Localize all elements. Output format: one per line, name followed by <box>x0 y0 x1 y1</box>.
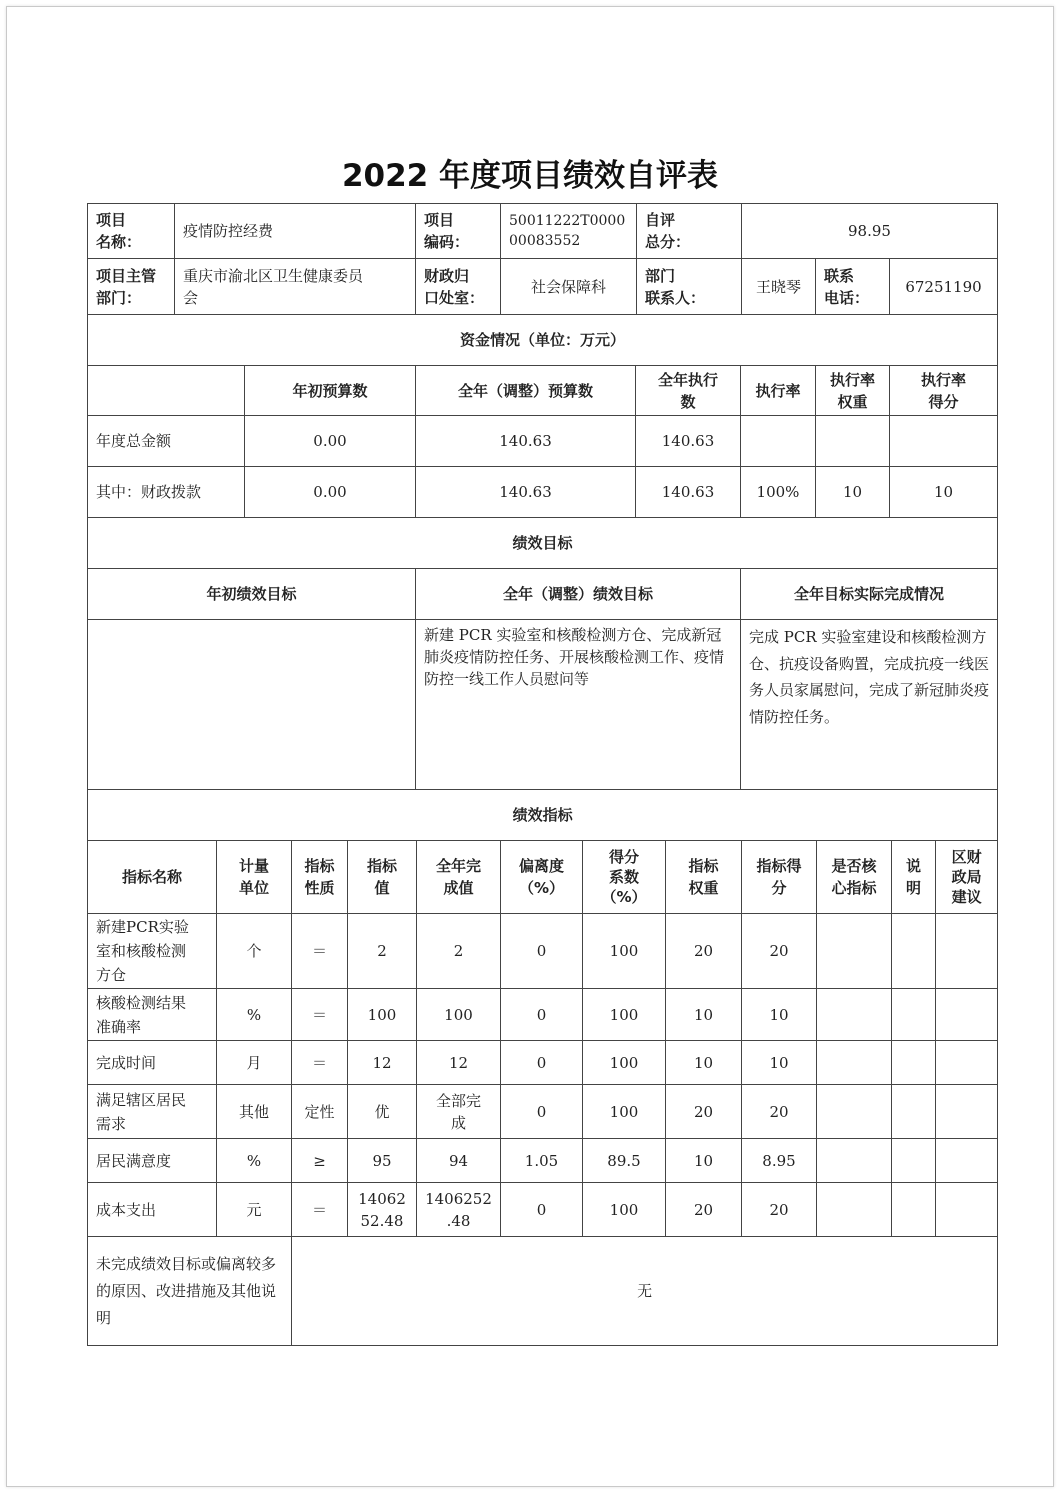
indicator-nature: ＝ <box>292 989 348 1041</box>
col-header: 指标 值 <box>348 841 417 914</box>
indicators-header-row <box>88 841 998 914</box>
indicator-deviation: 1.05 <box>501 1139 583 1183</box>
funds-budget: 0.00 <box>245 467 416 518</box>
indicator-weight: 20 <box>666 1085 742 1139</box>
funds-rate: 100% <box>741 467 816 518</box>
indicator-name: 居民满意度 <box>88 1139 217 1183</box>
indicator-note <box>892 989 936 1041</box>
indicator-actual: 1406252 .48 <box>417 1183 501 1237</box>
indicators-section-title: 绩效指标 <box>88 790 998 841</box>
funds-executed: 140.63 <box>636 416 741 467</box>
indicator-unit: 个 <box>217 914 292 989</box>
indicator-deviation: 0 <box>501 989 583 1041</box>
indicator-bureau-advice <box>936 1183 998 1237</box>
indicator-note <box>892 1085 936 1139</box>
indicator-score: 20 <box>742 1183 817 1237</box>
funds-score <box>890 416 998 467</box>
indicator-unit: 月 <box>217 1041 292 1085</box>
funds-executed: 140.63 <box>636 467 741 518</box>
remarks-label: 未完成绩效目标或偏离较多的原因、改进措施及其他说明 <box>88 1237 292 1346</box>
indicator-note <box>892 1139 936 1183</box>
funds-header-initial: 年初预算数 <box>245 366 416 416</box>
goals-section-title: 绩效目标 <box>88 518 998 569</box>
indicator-row <box>88 989 998 1041</box>
funds-weight <box>816 416 890 467</box>
indicator-score: 10 <box>742 1041 817 1085</box>
indicator-nature: ＝ <box>292 1041 348 1085</box>
indicator-actual: 100 <box>417 989 501 1041</box>
indicator-target: 95 <box>348 1139 417 1183</box>
phone-label: 联系 电话： <box>816 259 890 315</box>
col-header: 得分 系数 （%） <box>583 841 666 914</box>
indicator-core <box>817 1139 892 1183</box>
indicator-core <box>817 989 892 1041</box>
indicator-nature: 定性 <box>292 1085 348 1139</box>
funds-header-weight: 执行率 权重 <box>816 366 890 416</box>
col-header: 计量 单位 <box>217 841 292 914</box>
goals-actual: 完成 PCR 实验室建设和核酸检测方仓、抗疫设备购置，完成抗疫一线医务人员家属慰问，完成了新冠肺炎疫情防控任务。 <box>741 620 998 790</box>
project-info-table <box>87 203 998 315</box>
contact-person: 王晓琴 <box>742 259 816 315</box>
indicator-name: 完成时间 <box>88 1041 217 1085</box>
indicator-weight: 10 <box>666 1139 742 1183</box>
indicator-note <box>892 1183 936 1237</box>
contact-person-label: 部门 联系人： <box>637 259 742 315</box>
indicators-table <box>87 789 998 1346</box>
funds-row-label: 年度总金额 <box>88 416 245 467</box>
col-header: 指标名称 <box>88 841 217 914</box>
col-header: 全年完 成值 <box>417 841 501 914</box>
project-code: 50011222T0000 00083552 <box>501 204 637 259</box>
funds-budget: 0.00 <box>245 416 416 467</box>
goals-initial <box>88 620 416 790</box>
indicator-actual: 94 <box>417 1139 501 1183</box>
indicator-coefficient: 100 <box>583 1041 666 1085</box>
goals-header-actual: 全年目标实际完成情况 <box>741 569 998 620</box>
indicator-target: 12 <box>348 1041 417 1085</box>
indicator-deviation: 0 <box>501 1085 583 1139</box>
funds-rate <box>741 416 816 467</box>
indicator-unit: 元 <box>217 1183 292 1237</box>
finance-office: 社会保障科 <box>501 259 637 315</box>
col-header: 说 明 <box>892 841 936 914</box>
indicator-nature: ＝ <box>292 1183 348 1237</box>
indicator-core <box>817 914 892 989</box>
finance-office-label: 财政归 口处室： <box>416 259 501 315</box>
indicator-row <box>88 1183 998 1237</box>
indicator-actual: 12 <box>417 1041 501 1085</box>
indicator-core <box>817 1041 892 1085</box>
indicator-bureau-advice <box>936 1139 998 1183</box>
indicator-name: 满足辖区居民 需求 <box>88 1085 217 1139</box>
funds-row-label: 其中：财政拨款 <box>88 467 245 518</box>
indicator-bureau-advice <box>936 989 998 1041</box>
indicator-coefficient: 100 <box>583 1183 666 1237</box>
indicator-unit: % <box>217 989 292 1041</box>
project-code-label: 项目 编码： <box>416 204 501 259</box>
col-header: 指标 权重 <box>666 841 742 914</box>
indicator-bureau-advice <box>936 1041 998 1085</box>
indicator-core <box>817 1085 892 1139</box>
funds-header-adjusted: 全年（调整）预算数 <box>416 366 636 416</box>
indicator-score: 20 <box>742 1085 817 1139</box>
funds-adjusted: 140.63 <box>416 416 636 467</box>
funds-score: 10 <box>890 467 998 518</box>
indicator-coefficient: 100 <box>583 914 666 989</box>
indicator-deviation: 0 <box>501 1183 583 1237</box>
funds-row-fiscal <box>88 467 998 518</box>
indicator-coefficient: 89.5 <box>583 1139 666 1183</box>
indicator-target: 2 <box>348 914 417 989</box>
indicator-row <box>88 1085 998 1139</box>
department: 重庆市渝北区卫生健康委员 会 <box>175 259 416 315</box>
indicator-coefficient: 100 <box>583 989 666 1041</box>
indicator-weight: 20 <box>666 914 742 989</box>
project-name-label: 项目 名称： <box>88 204 175 259</box>
indicator-target: 100 <box>348 989 417 1041</box>
self-score: 98.95 <box>742 204 998 259</box>
col-header: 指标得 分 <box>742 841 817 914</box>
funds-row-total <box>88 416 998 467</box>
indicator-unit: 其他 <box>217 1085 292 1139</box>
indicator-deviation: 0 <box>501 1041 583 1085</box>
indicator-core <box>817 1183 892 1237</box>
indicator-name: 核酸检测结果 准确率 <box>88 989 217 1041</box>
indicator-target: 优 <box>348 1085 417 1139</box>
indicator-row <box>88 1041 998 1085</box>
indicator-coefficient: 100 <box>583 1085 666 1139</box>
funds-header-rate: 执行率 <box>741 366 816 416</box>
col-header: 偏离度 （%） <box>501 841 583 914</box>
project-name: 疫情防控经费 <box>175 204 416 259</box>
funds-goals-table <box>87 314 998 790</box>
indicator-row <box>88 1139 998 1183</box>
indicator-bureau-advice <box>936 914 998 989</box>
remarks-value: 无 <box>292 1237 998 1346</box>
goals-header-adjusted: 全年（调整）绩效目标 <box>416 569 741 620</box>
indicator-note <box>892 914 936 989</box>
indicator-target: 14062 52.48 <box>348 1183 417 1237</box>
indicator-score: 8.95 <box>742 1139 817 1183</box>
page-title: 2022 年度项目绩效自评表 <box>341 158 719 194</box>
indicator-deviation: 0 <box>501 914 583 989</box>
indicator-nature: ≥ <box>292 1139 348 1183</box>
col-header: 是否核 心指标 <box>817 841 892 914</box>
funds-header-executed: 全年执行 数 <box>636 366 741 416</box>
indicator-row <box>88 914 998 989</box>
col-header: 区财 政局 建议 <box>936 841 998 914</box>
self-score-label: 自评 总分： <box>637 204 742 259</box>
funds-header-score: 执行率 得分 <box>890 366 998 416</box>
funds-header-blank <box>88 366 245 416</box>
indicator-unit: % <box>217 1139 292 1183</box>
indicator-weight: 20 <box>666 1183 742 1237</box>
indicator-nature: ＝ <box>292 914 348 989</box>
goals-adjusted: 新建 PCR 实验室和核酸检测方仓、完成新冠肺炎疫情防控任务、开展核酸检测工作、疫情防控一线工作人员慰问等 <box>416 620 741 790</box>
indicator-name: 新建PCR实验 室和核酸检测 方仓 <box>88 914 217 989</box>
funds-section-title: 资金情况（单位：万元） <box>88 315 998 366</box>
indicator-actual: 全部完 成 <box>417 1085 501 1139</box>
indicator-note <box>892 1041 936 1085</box>
indicator-score: 10 <box>742 989 817 1041</box>
funds-weight: 10 <box>816 467 890 518</box>
indicator-weight: 10 <box>666 989 742 1041</box>
phone: 67251190 <box>890 259 998 315</box>
indicator-score: 20 <box>742 914 817 989</box>
indicator-bureau-advice <box>936 1085 998 1139</box>
col-header: 指标 性质 <box>292 841 348 914</box>
indicator-actual: 2 <box>417 914 501 989</box>
funds-adjusted: 140.63 <box>416 467 636 518</box>
indicator-weight: 10 <box>666 1041 742 1085</box>
indicator-name: 成本支出 <box>88 1183 217 1237</box>
department-label: 项目主管 部门： <box>88 259 175 315</box>
goals-header-initial: 年初绩效目标 <box>88 569 416 620</box>
